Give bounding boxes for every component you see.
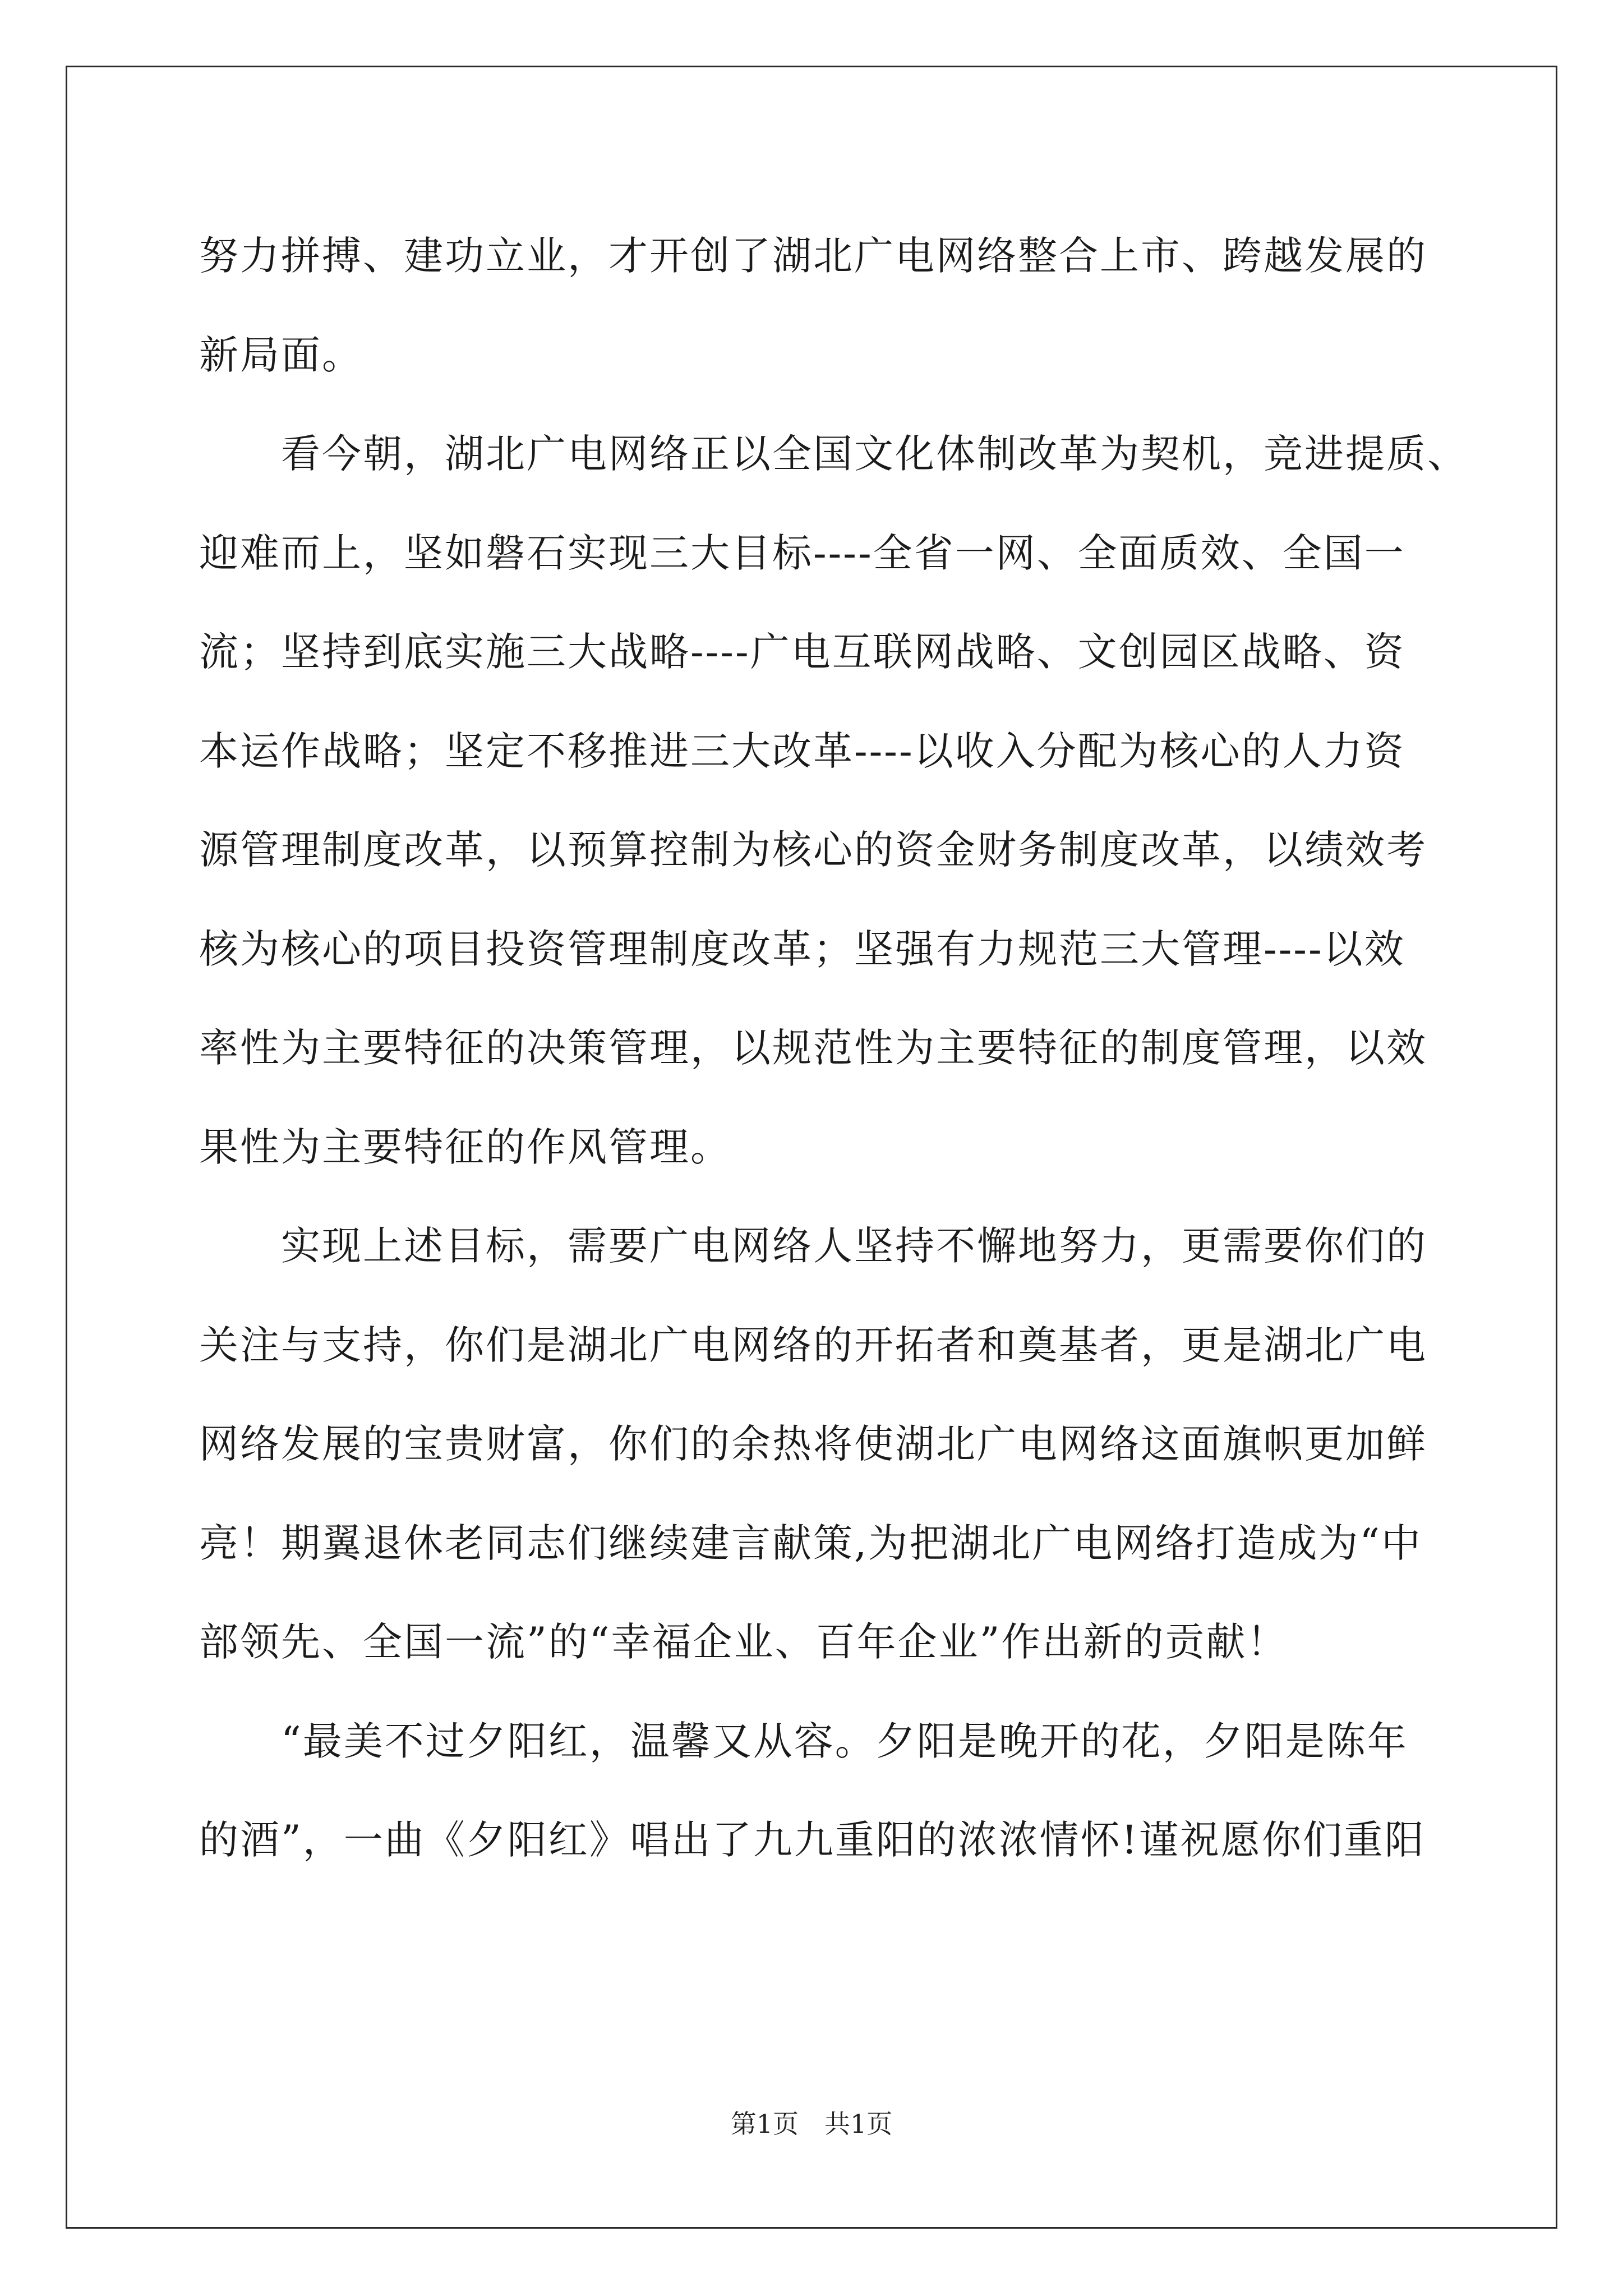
text-line: 看今朝，湖北广电网络正以全国文化体制改革为契机，竞进提质、 — [199, 431, 1468, 477]
text-line: 新局面。 — [199, 332, 363, 378]
text-line: 关注与支持，你们是湖北广电网络的开拓者和奠基者，更是湖北广电 — [199, 1322, 1427, 1368]
text-line: 努力拼搏、建功立业，才开创了湖北广电网络整合上市、跨越发展的 — [199, 233, 1427, 279]
text-line: 本运作战略；坚定不移推进三大改革----以收入分配为核心的人力资 — [199, 728, 1405, 774]
text-line: 果性为主要特征的作风管理。 — [199, 1124, 731, 1170]
text-line: 网络发展的宝贵财富，你们的余热将使湖北广电网络这面旗帜更加鲜 — [199, 1421, 1427, 1467]
text-line: “最美不过夕阳红，温馨又从容。夕阳是晚开的花，夕阳是陈年 — [199, 1718, 1408, 1764]
document-body — [199, 206, 1468, 1890]
text-line: 率性为主要特征的决策管理，以规范性为主要特征的制度管理，以效 — [199, 1025, 1427, 1071]
text-line: 流；坚持到底实施三大战略----广电互联网战略、文创园区战略、资 — [199, 629, 1405, 675]
text-line: 源管理制度改革，以预算控制为核心的资金财务制度改革，以绩效考 — [199, 827, 1427, 873]
text-line: 迎难而上，坚如磐石实现三大目标----全省一网、全面质效、全国一 — [199, 530, 1405, 576]
text-line: 的酒”，一曲《夕阳红》唱出了九九重阳的浓浓情怀!谨祝愿你们重阳 — [199, 1817, 1426, 1863]
text-line: 实现上述目标，需要广电网络人坚持不懈地努力，更需要你们的 — [199, 1223, 1427, 1269]
text-line: 亮！期翼退休老同志们继续建言献策,为把湖北广电网络打造成为“中 — [199, 1520, 1423, 1566]
text-line: 部领先、全国一流”的“幸福企业、百年企业”作出新的贡献！ — [199, 1619, 1288, 1665]
text-line: 核为核心的项目投资管理制度改革；坚强有力规范三大管理----以效 — [199, 926, 1405, 972]
page-footer: 第1页 共1页 — [730, 2109, 893, 2139]
